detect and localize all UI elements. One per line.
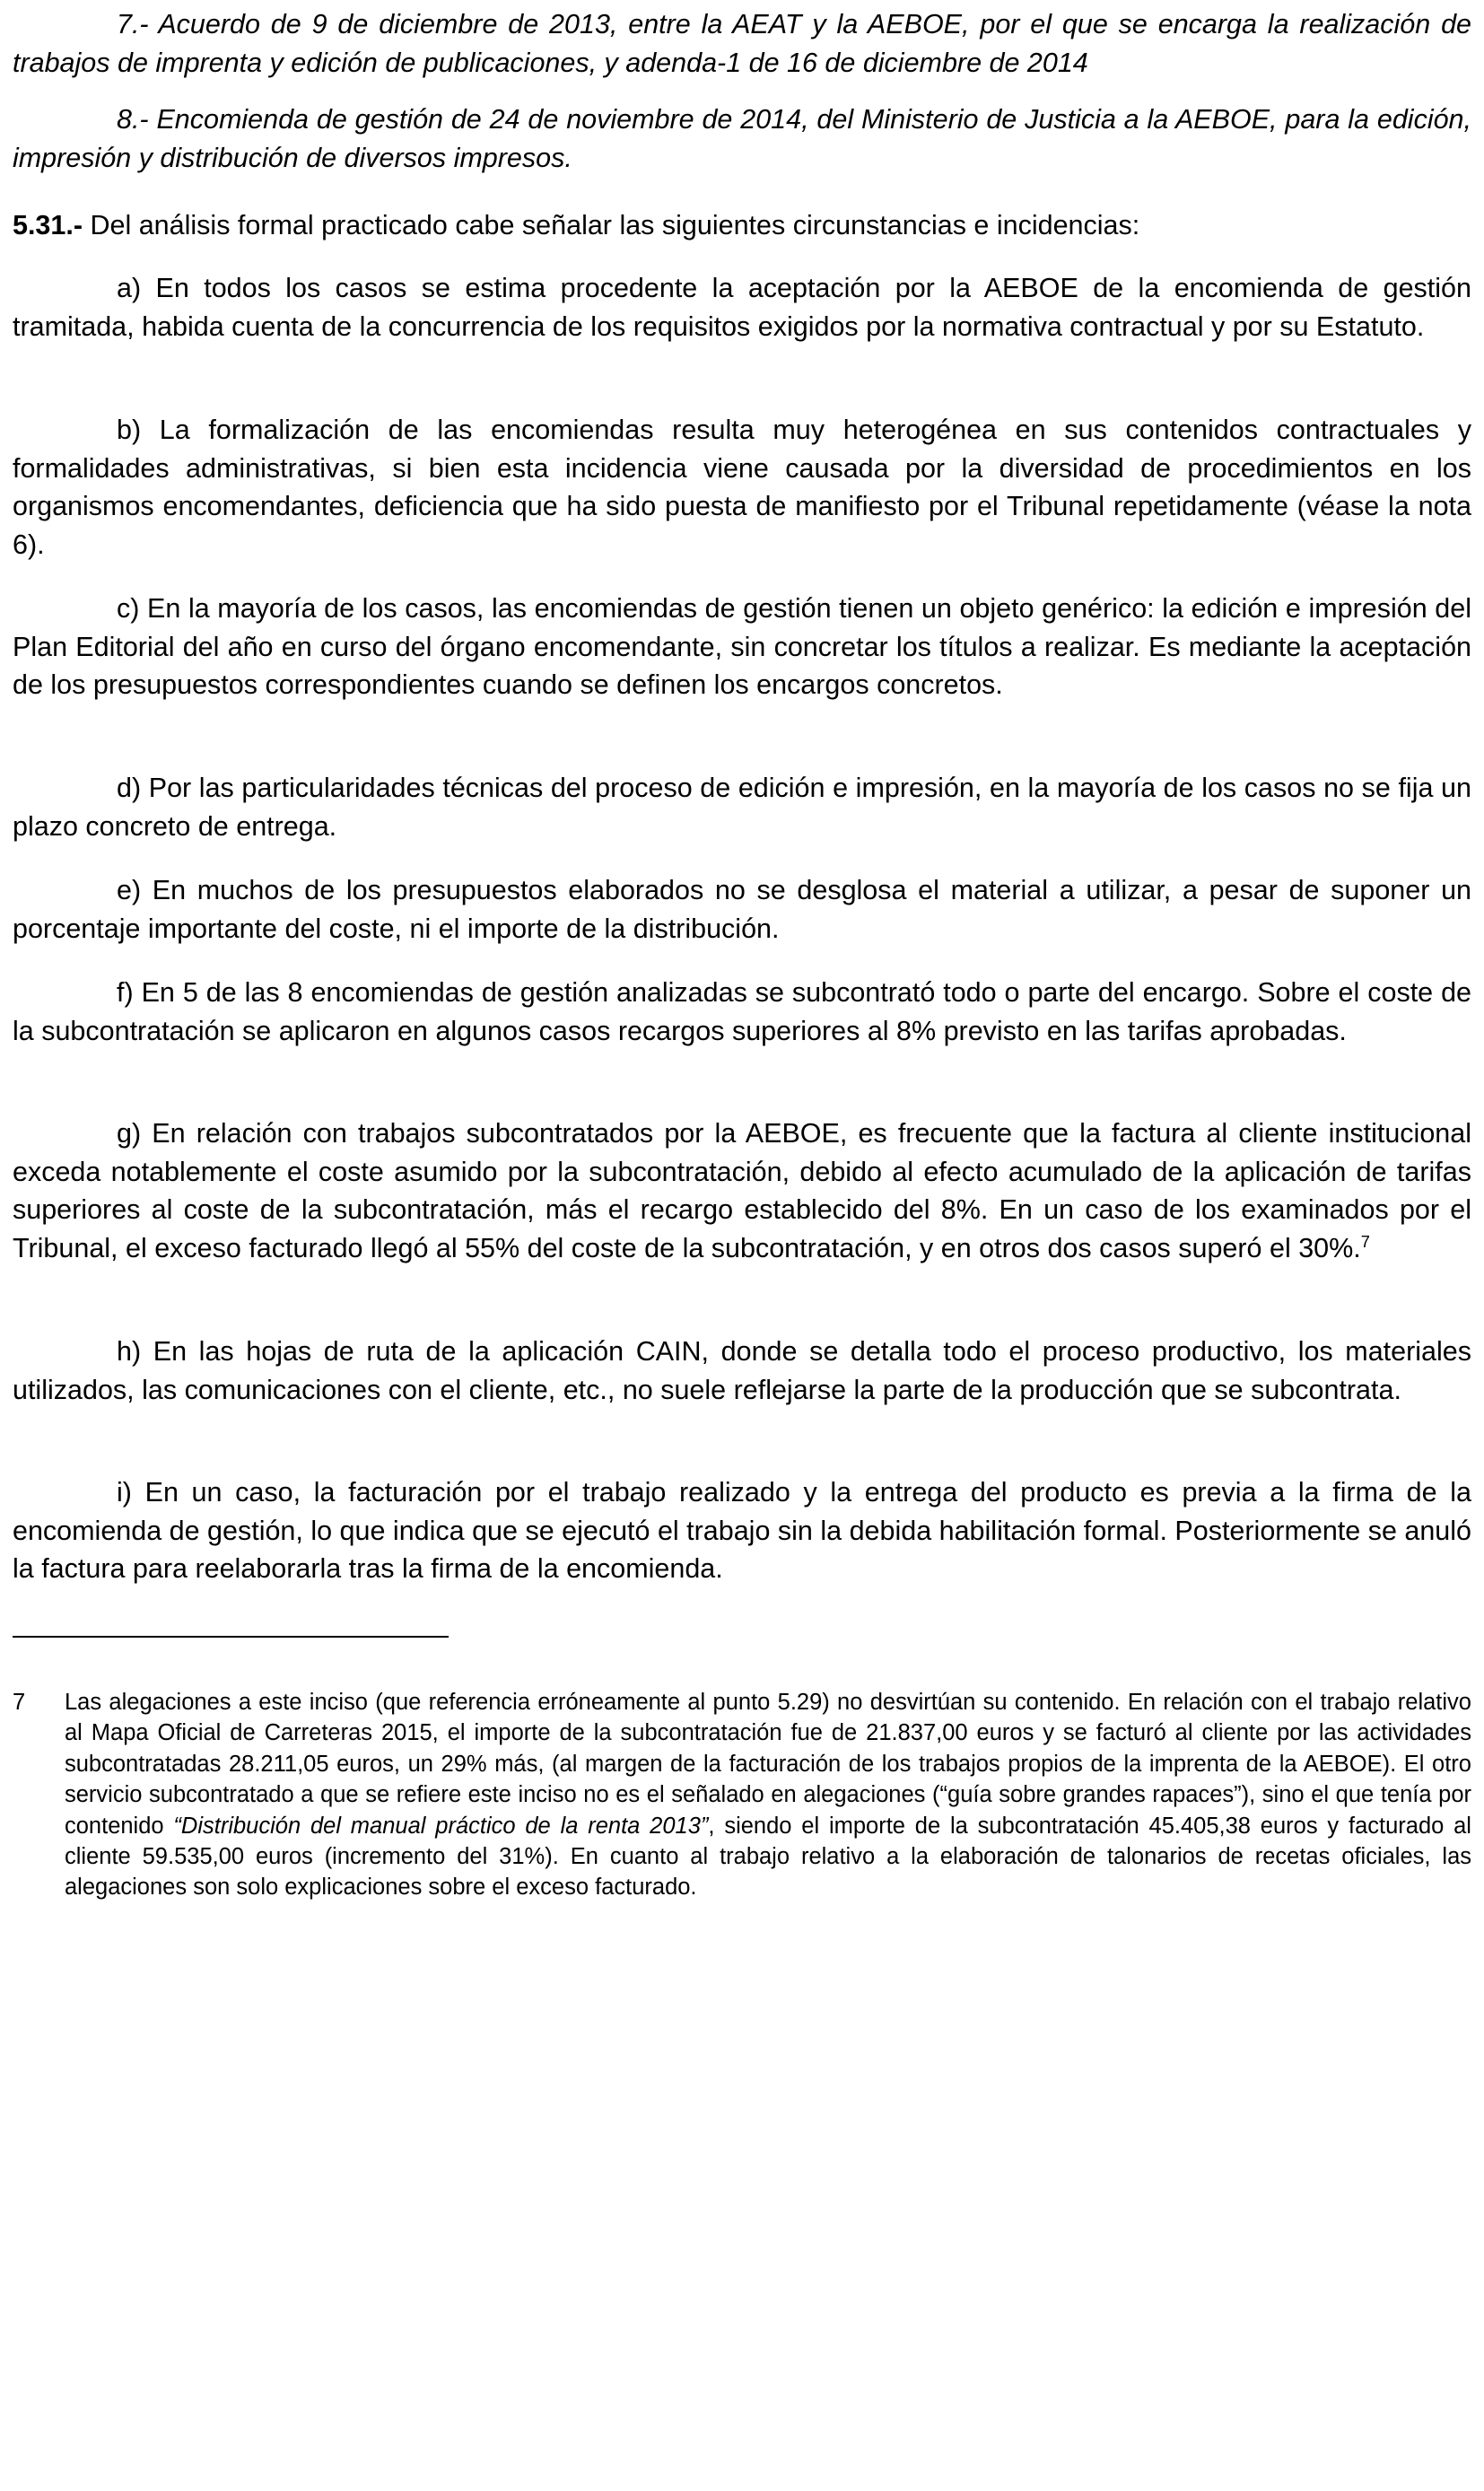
footnote-divider bbox=[13, 1636, 449, 1638]
footnote-text bbox=[65, 1687, 1471, 1903]
item-number: 8.- bbox=[117, 104, 149, 135]
item-text: Acuerdo de 9 de diciembre de 2013, entre la AEAT y la AEBOE, por el que se encarga la realización de trabajos de imprenta y edición de publicaciones, y adenda-1 de 16 de diciembre de 2014 bbox=[13, 9, 1471, 78]
paragraph-g bbox=[13, 1114, 1471, 1267]
section-heading bbox=[13, 206, 1471, 245]
paragraph-b: b) La formalización de las encomiendas resulta muy heterogénea en sus contenidos contractuales y formalidades administrativas, si bien esta incidencia viene causada por la diversidad de procedimientos en los organismos encomendantes, deficiencia que ha sido puesta de manifiesto por el Tribunal repetidamente (véase la nota 6). bbox=[13, 415, 1471, 560]
footnote-text-part: , siendo el importe de la subcontratación 45.405,38 euros y facturado al cliente 59.535,00 euros (incremento del 31%). En cuanto al trabajo relativo a la elaboración de talonarios de recetas oficiales, las alegaciones son solo explicaciones sobre el exceso facturado. bbox=[65, 1813, 1471, 1901]
paragraph-d: d) Por las particularidades técnicas del proceso de edición e impresión, en la mayoría de los casos no se fija un plazo concreto de entrega. bbox=[13, 773, 1471, 842]
section-number: 5.31.- bbox=[13, 210, 83, 240]
paragraph-g-text: g) En relación con trabajos subcontratados por la AEBOE, es frecuente que la factura al cliente institucional exceda notablemente el coste asumido por la subcontratación, debido al efecto acumulado de la aplicación de tarifas superiores al coste de la subcontratación, más el recargo establecido del 8%. En un caso de los examinados por el Tribunal, el exceso facturado llegó al 55% del coste de la subcontratación, y en otros dos casos superó el 30%. bbox=[13, 1118, 1471, 1263]
paragraph-f: f) En 5 de las 8 encomiendas de gestión analizadas se subcontrató todo o parte del encargo. Sobre el coste de la subcontratación se aplicaron en algunos casos recargos superiores al 8% previsto en las tarifas aprobadas. bbox=[13, 977, 1471, 1046]
item-number: 7.- bbox=[117, 9, 149, 39]
paragraph-a: a) En todos los casos se estima procedente la aceptación por la AEBOE de la encomienda de gestión tramitada, habida cuenta de la concurrencia de los requisitos exigidos por la normativa contractual y por su Estatuto. bbox=[13, 273, 1471, 342]
list-item-8 bbox=[13, 101, 1471, 177]
paragraph-e: e) En muchos de los presupuestos elaborados no se desglosa el material a utilizar, a pesar de suponer un porcentaje importante del coste, ni el importe de la distribución. bbox=[13, 875, 1471, 944]
list-item-7 bbox=[13, 5, 1471, 82]
footnote-number: 7 bbox=[13, 1690, 26, 1715]
footnote-italic-title: “Distribución del manual práctico de la renta 2013” bbox=[173, 1813, 709, 1839]
paragraph-i: i) En un caso, la facturación por el trabajo realizado y la entrega del producto es previa a la firma de la encomienda de gestión, lo que indica que se ejecutó el trabajo sin la debida habilitación formal. Posteriormente se anuló la factura para reelaborarla tras la firma de la encomienda. bbox=[13, 1477, 1472, 1584]
section-intro: Del análisis formal practicado cabe señalar las siguientes circunstancias e incidencias: bbox=[90, 210, 1140, 240]
footnote-ref: 7 bbox=[1360, 1231, 1370, 1251]
item-text: Encomienda de gestión de 24 de noviembre de 2014, del Ministerio de Justicia a la AEBOE, para la edición, impresión y distribución de diversos impresos. bbox=[13, 104, 1471, 173]
paragraph-h: h) En las hojas de ruta de la aplicación CAIN, donde se detalla todo el proceso productivo, los materiales utilizados, las comunicaciones con el cliente, etc., no suele reflejarse la parte de la producción que se subcontrata. bbox=[13, 1336, 1471, 1405]
paragraph-c: c) En la mayoría de los casos, las encomiendas de gestión tienen un objeto genérico: la edición e impresión del Plan Editorial del año en curso del órgano encomendante, sin concretar los títulos a realizar. Es mediante la aceptación de los presupuestos correspondientes cuando se definen los encargos concretos. bbox=[13, 593, 1471, 700]
footnote-text-part: Las alegaciones a este inciso (que referencia erróneamente al punto 5.29) no desvirtúan su contenido. En relación con el trabajo relativo al Mapa Oficial de Carreteras 2015, el importe de la subcontratación fue de 21.837,00 euros y se facturó al cliente por las actividades subcontratadas 28.211,05 euros, un 29% más, (al margen de la facturación de los trabajos propios de la imprenta de la AEBOE). El otro servicio subcontratado a que se refiere este inciso no es el señalado en alegaciones (“guía sobre grandes rapaces”), sino el que tenía por contenido bbox=[65, 1690, 1471, 1839]
